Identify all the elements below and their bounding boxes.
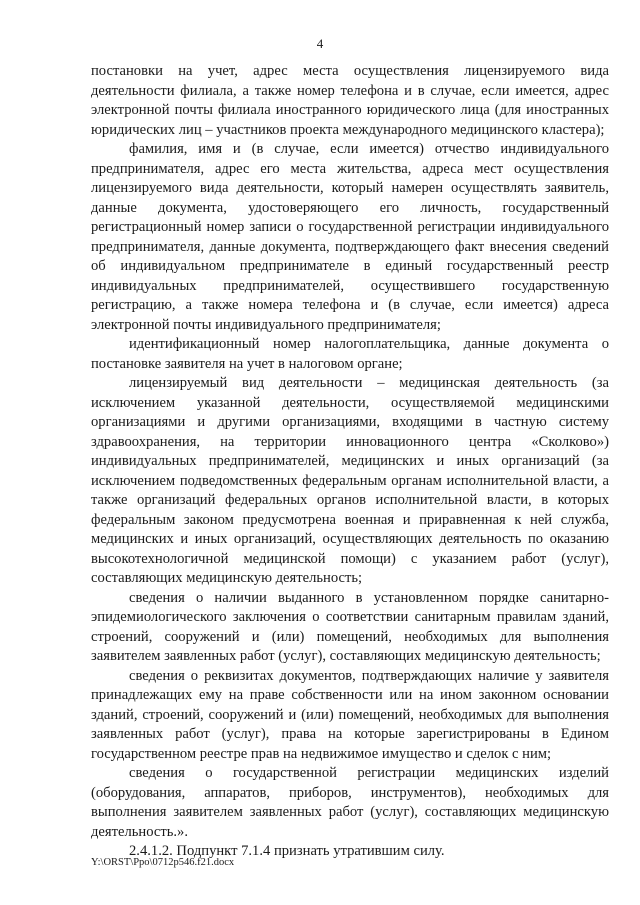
paragraph-licensed-activity: лицензируемый вид деятельности – медицинская деятельность (за исключением указанной деятельности, осуществляемой медицинскими организациями и другими организациями, входящими в частную систему здравоохранения, на территории инновационного центра «Сколково») индивидуальных предпринимателей, медицинских и иных организаций (за исключением подведомственных федеральным органам исполнительной власти, а также организаций федеральных органов исполнительной власти, в которых федеральным законом предусмотрена военная и приравненная к ней служба, медицинских и иных организаций, осуществляющих деятельность по оказанию высокотехнологичной медицинской помощи) с указанием работ (услуг), составляющих медицинскую деятельность;: [91, 375, 609, 586]
paragraph-property-documents: сведения о реквизитах документов, подтверждающих наличие у заявителя принадлежащих ему на праве собственности или на ином законном основании зданий, строений, сооружений и (или) помещений, необходимых для выполнения заявленных работ (услуг), права на которые зарегистрированы в Едином государственном реестре прав на недвижимое имущество и сделок с ним;: [91, 667, 609, 762]
document-body: [91, 62, 609, 862]
footer-file-path: Y:\ORST\Ppo\0712p546.f21.docx: [91, 857, 235, 868]
paragraph-taxpayer-id: идентификационный номер налогоплательщика, данные документа о постановке заявителя на учет в налоговом органе;: [91, 336, 609, 372]
paragraph-subclause-repeal: 2.4.1.2. Подпункт 7.1.4 признать утратившим силу.: [129, 843, 445, 859]
paragraph-branch-address: постановки на учет, адрес места осуществления лицензируемого вида деятельности филиала, а также номер телефона и в случае, если имеется, адрес электронной почты филиала иностранного юридического лица (для иностранных юридических лиц – участников проекта международного медицинского кластера);: [91, 63, 609, 138]
paragraph-medical-devices: сведения о государственной регистрации медицинских изделий (оборудования, аппаратов, приборов, инструментов), необходимых для выполнения заявителем заявленных работ (услуг), составляющих медицинскую деятельность.».: [91, 765, 609, 840]
paragraph-sanitary-conclusion: сведения о наличии выданного в установленном порядке санитарно-эпидемиологического заключения о соответствии санитарным правилам зданий, строений, сооружений и (или) помещений, необходимых для выполнения заявителем заявленных работ (услуг), составляющих медицинскую деятельность;: [91, 589, 609, 664]
paragraph-individual-entrepreneur: фамилия, имя и (в случае, если имеется) отчество индивидуального предпринимателя, адрес его места жительства, адреса мест осуществления лицензируемого вида деятельности, который намерен осуществлять заявитель, данные документа, удостоверяющего его личность, государственный регистрационный номер записи о государственной регистрации индивидуального предпринимателя, данные документа, подтверждающего факт внесения сведений об индивидуальном предпринимателе в единый государственный реестр индивидуальных предпринимателей, осуществившего государственную регистрацию, а также номера телефона и (в случае, если имеется) адреса электронной почты индивидуального предпринимателя;: [91, 141, 609, 333]
page-number: 4: [316, 36, 324, 51]
